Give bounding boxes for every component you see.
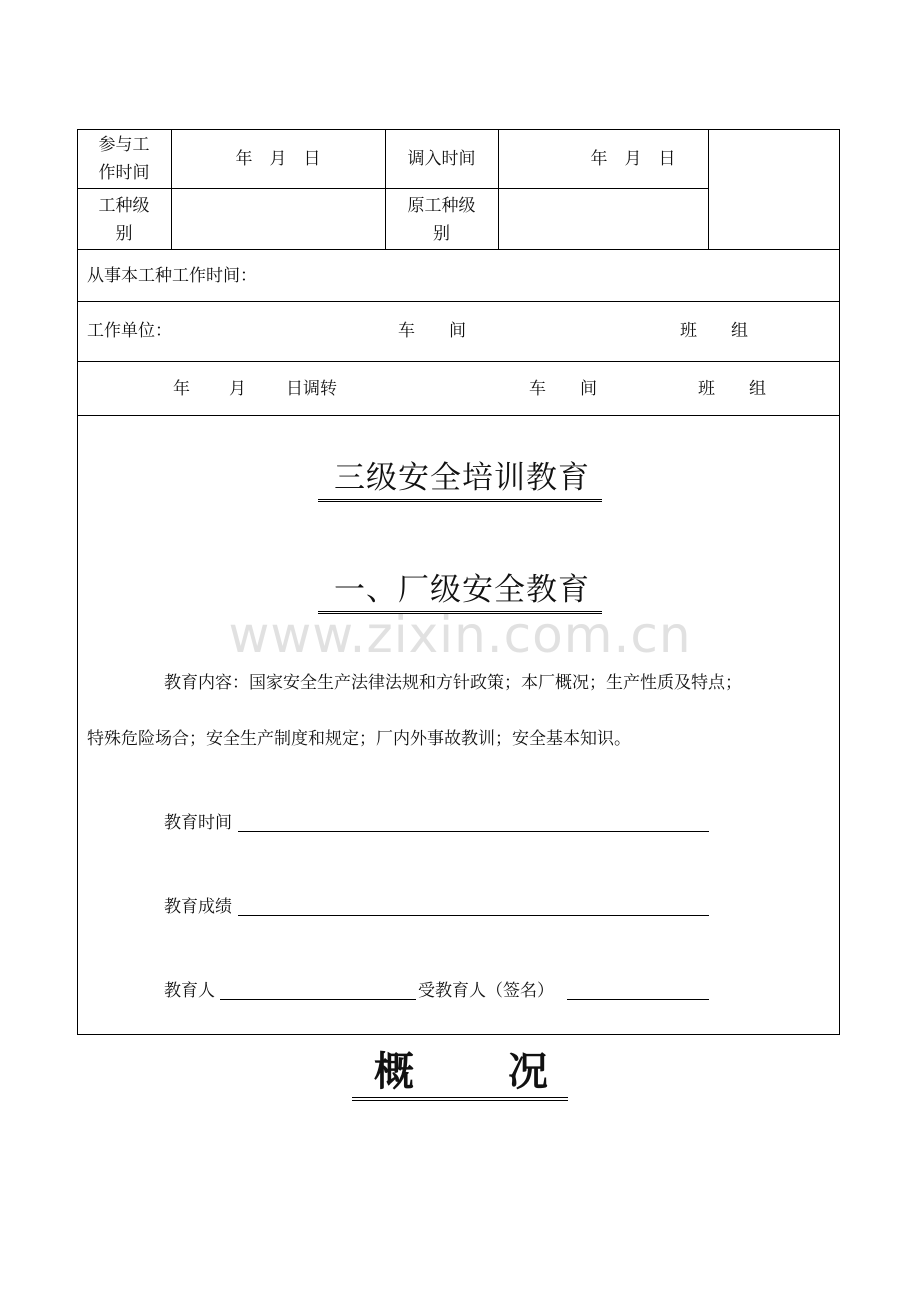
job-grade-value[interactable] (172, 192, 384, 248)
main-title: 三级安全培训教育 (0, 452, 920, 502)
trade-work-time-label: 从事本工种工作时间： (87, 266, 257, 286)
education-time-label: 教育时间 (164, 813, 232, 833)
original-job-grade-value[interactable] (499, 192, 707, 248)
educator-field[interactable] (220, 999, 416, 1000)
transfer-workshop-label: 车 间 (529, 379, 597, 399)
trainee-signature-label: 受教育人（签名） (418, 981, 554, 1001)
trainee-signature-field[interactable] (567, 999, 709, 1000)
education-score-field[interactable] (238, 915, 709, 916)
transfer-in-date-value[interactable]: 年 月 日 (590, 149, 676, 169)
transfer-day-label: 日调转 (286, 379, 337, 399)
transfer-month-label: 月 (229, 379, 246, 399)
join-work-time-label: 参与工 作时间 (98, 135, 150, 183)
row-divider (77, 361, 840, 362)
photo-box (709, 131, 839, 249)
education-score-label: 教育成绩 (164, 897, 232, 917)
join-work-date-value[interactable]: 年 月 日 (235, 149, 321, 169)
team-label: 班 组 (680, 321, 748, 341)
original-job-grade-label: 原工种级 别 (407, 196, 476, 244)
row-divider (77, 249, 840, 250)
row-divider (77, 301, 840, 302)
transfer-year-label: 年 (173, 379, 190, 399)
row-divider (77, 415, 840, 416)
transfer-in-time-label: 调入时间 (407, 149, 476, 169)
transfer-team-label: 班 组 (698, 379, 766, 399)
education-content-line1: 教育内容：国家安全生产法律法规和方针政策；本厂概况；生产性质及特点； (164, 673, 742, 693)
education-content-line2: 特殊危险场合；安全生产制度和规定；厂内外事故教训；安全基本知识。 (87, 729, 631, 749)
section-title: 一、厂级安全教育 (0, 564, 920, 614)
educator-label: 教育人 (164, 981, 215, 1001)
overview-title: 概 况 (0, 1040, 920, 1101)
work-unit-label: 工作单位： (87, 321, 172, 341)
education-time-field[interactable] (238, 831, 709, 832)
job-grade-label: 工种级 别 (98, 196, 150, 244)
watermark: www.zixin.com.cn (228, 606, 692, 664)
workshop-label: 车 间 (398, 321, 466, 341)
